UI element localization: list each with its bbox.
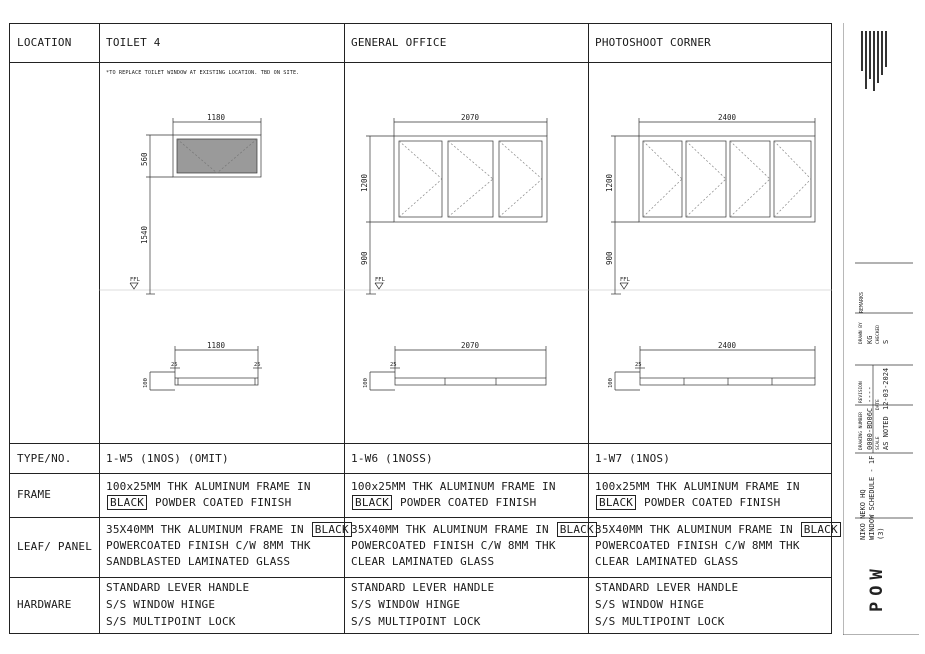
legal-text-block [861, 31, 887, 91]
dim-height-photoshoot: 1200 [605, 173, 614, 192]
elevation-photoshoot [611, 118, 815, 294]
leaf-photoshoot [595, 522, 842, 570]
hardware-item: S/S MULTIPOINT LOCK [351, 615, 481, 628]
color-tag: BLACK [107, 495, 147, 510]
dim-sill-photoshoot: 900 [605, 251, 614, 265]
leaf-line3: CLEAR LAMINATED GLASS [351, 555, 495, 568]
hardware-item: STANDARD LEVER HANDLE [106, 581, 250, 594]
row-label-type: TYPE/NO. [17, 452, 72, 465]
date-label: DATE [876, 399, 881, 410]
leaf-line1 [106, 522, 353, 538]
location-header: LOCATION [17, 36, 72, 49]
ffl-photoshoot: FFL [620, 277, 630, 283]
frame-office [351, 479, 556, 511]
row-label-hardware: HARDWARE [17, 598, 72, 611]
frame-toilet [106, 479, 311, 511]
leaf-frame: 35X40MM THK ALUMINUM FRAME IN [351, 523, 549, 536]
plan-width-toilet: 1180 [207, 341, 226, 350]
checked-label: CHECKED [876, 325, 881, 344]
frame-line1: 100x25MM THK ALUMINUM FRAME IN [595, 480, 800, 493]
dim-height-toilet: 560 [140, 152, 149, 166]
leaf-line2: POWERCOATED FINISH C/W 8MM THK [351, 539, 556, 552]
leaf-line3: CLEAR LAMINATED GLASS [595, 555, 739, 568]
hardware-item: S/S WINDOW HINGE [351, 598, 461, 611]
drawing-note: *TO REPLACE TOILET WINDOW AT EXISTING LOCATION. TBD ON SITE. [106, 70, 300, 76]
color-tag: BLACK [557, 522, 597, 537]
plan-office [370, 346, 546, 390]
row-label-leaf: LEAF/ PANEL [17, 540, 93, 553]
plan-left-toilet: 25 [171, 362, 178, 368]
plan-width-office: 2070 [461, 341, 480, 350]
revision-label: REVISION [859, 381, 864, 403]
project-name: NIKO NEKO HQ [859, 489, 867, 540]
leaf-toilet [106, 522, 353, 570]
drawing-number-value: 0000-BD06C [866, 407, 874, 450]
hardware-item: STANDARD LEVER HANDLE [351, 581, 495, 594]
color-tag: BLACK [352, 495, 392, 510]
dim-width-photoshoot: 2400 [718, 113, 737, 122]
frame-photoshoot [595, 479, 800, 511]
scale-label: SCALE [876, 436, 881, 450]
column-header-office: GENERAL OFFICE [351, 36, 447, 49]
elevation-toilet [130, 118, 261, 294]
frame-finish: POWDER COATED FINISH [643, 496, 781, 509]
hardware-item: S/S WINDOW HINGE [595, 598, 705, 611]
drawn-by-value: KG [866, 335, 874, 344]
title-block [843, 23, 919, 635]
plan-left-photoshoot: 25 [635, 362, 642, 368]
hardware-item: STANDARD LEVER HANDLE [595, 581, 739, 594]
plan-depth-toilet: 100 [143, 378, 149, 388]
dim-width-toilet: 1180 [207, 113, 226, 122]
plan-toilet [150, 346, 262, 390]
hardware-photoshoot [595, 579, 738, 630]
hardware-toilet [106, 579, 249, 630]
leaf-office [351, 522, 598, 570]
frame-line1: 100x25MM THK ALUMINUM FRAME IN [351, 480, 556, 493]
frame-finish: POWDER COATED FINISH [154, 496, 292, 509]
plan-right-toilet: 25 [254, 362, 261, 368]
ffl-toilet: FFL [130, 277, 140, 283]
leaf-line1 [351, 522, 598, 538]
drawing-number-label: DRAWING NUMBER [859, 412, 864, 450]
frame-finish: POWDER COATED FINISH [399, 496, 537, 509]
dim-sill-toilet: 1540 [140, 225, 149, 244]
dim-width-office: 2070 [461, 113, 480, 122]
plan-width-photoshoot: 2400 [718, 341, 737, 350]
revision-value: ---- [866, 386, 874, 403]
plan-depth-office: 100 [363, 378, 369, 388]
drawn-by-label: DRAWN BY [859, 322, 864, 344]
ffl-office: FFL [375, 277, 385, 283]
leaf-frame: 35X40MM THK ALUMINUM FRAME IN [106, 523, 304, 536]
type-office: 1-W6 (1NOSS) [351, 452, 433, 465]
hardware-item: S/S WINDOW HINGE [106, 598, 216, 611]
plan-depth-photoshoot: 100 [608, 378, 614, 388]
leaf-frame: 35X40MM THK ALUMINUM FRAME IN [595, 523, 793, 536]
sheet-subtitle: (3) [877, 527, 885, 540]
column-header-photoshoot: PHOTOSHOOT CORNER [595, 36, 711, 49]
company-logo: POW [867, 563, 887, 612]
date-value: 12-03-2024 [882, 367, 890, 410]
color-tag: BLACK [801, 522, 841, 537]
frame-line2 [351, 495, 556, 511]
leaf-line2: POWERCOATED FINISH C/W 8MM THK [595, 539, 800, 552]
scale-value: AS NOTED [882, 416, 890, 450]
color-tag: BLACK [596, 495, 636, 510]
color-tag: BLACK [312, 522, 352, 537]
plan-photoshoot [615, 346, 815, 390]
type-photoshoot: 1-W7 (1NOS) [595, 452, 671, 465]
hardware-item: S/S MULTIPOINT LOCK [595, 615, 725, 628]
hardware-item: S/S MULTIPOINT LOCK [106, 615, 236, 628]
remarks-label: REMARKS [859, 291, 865, 313]
row-label-frame: FRAME [17, 488, 52, 501]
plan-left-office: 25 [390, 362, 397, 368]
hardware-office [351, 579, 494, 630]
frame-line2 [595, 495, 800, 511]
elevation-office [366, 118, 547, 294]
frame-line1: 100x25MM THK ALUMINUM FRAME IN [106, 480, 311, 493]
type-toilet: 1-W5 (1NOS) (OMIT) [106, 452, 229, 465]
dim-height-office: 1200 [360, 173, 369, 192]
column-header-toilet: TOILET 4 [106, 36, 161, 49]
checked-value: S [882, 339, 890, 344]
dim-sill-office: 900 [360, 251, 369, 265]
leaf-line3: SANDBLASTED LAMINATED GLASS [106, 555, 291, 568]
leaf-line2: POWERCOATED FINISH C/W 8MM THK [106, 539, 311, 552]
sheet-title: WINDOW SCHEDULE - 1F [868, 455, 876, 540]
frame-line2 [106, 495, 311, 511]
leaf-line1 [595, 522, 842, 538]
